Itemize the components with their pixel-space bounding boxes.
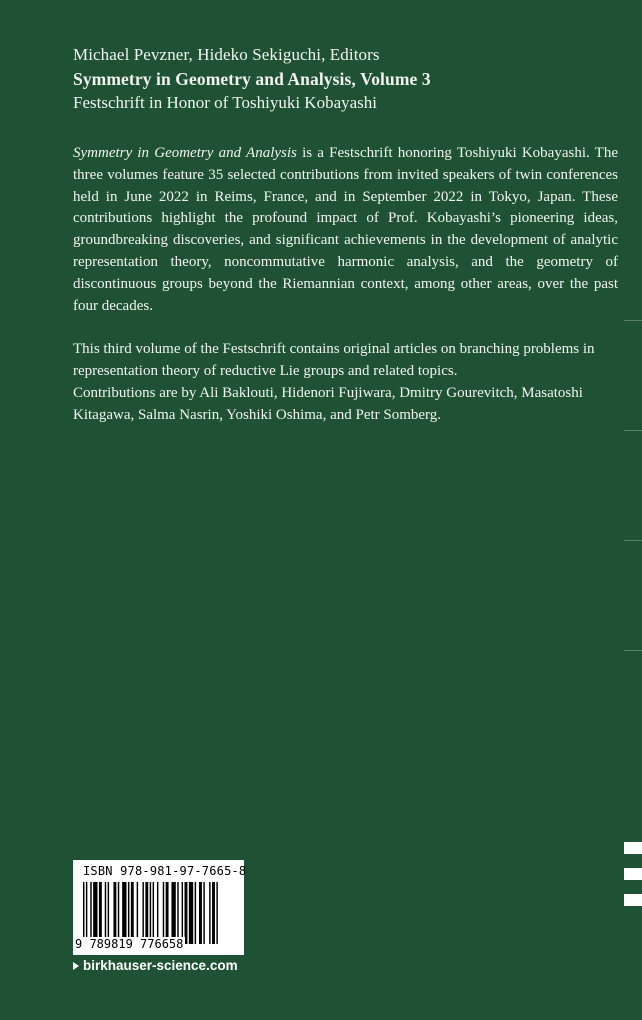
book-title: Symmetry in Geometry and Analysis, Volume 3 — [73, 69, 431, 89]
book-subtitle: Festschrift in Honor of Toshiyuki Kobayashi — [73, 93, 377, 112]
barcode-bar — [137, 882, 138, 944]
isbn-barcode — [73, 860, 247, 955]
barcode-bar — [177, 882, 178, 944]
blurb — [73, 143, 618, 427]
barcode-bar — [108, 882, 109, 944]
edge-tab-mark — [624, 868, 642, 880]
blurb-paragraph-1 — [73, 143, 618, 317]
edge-divider — [624, 650, 642, 651]
barcode-bar — [131, 882, 134, 944]
contributors-line: Contributions are by Ali Baklouti, Hidenori Fujiwara, Dmitry Gourevitch, Masatoshi Kitagawa, Salma Nasrin, Yoshiki Oshima, and Petr Somberg. — [73, 384, 583, 423]
barcode-bar — [150, 882, 151, 944]
barcode-bar — [142, 882, 143, 944]
barcode-bar — [99, 882, 102, 944]
barcode-bar — [83, 882, 84, 944]
barcode-bar — [195, 882, 196, 944]
book-name-italic: Symmetry in Geometry and Analysis — [73, 145, 297, 161]
barcode-bar — [199, 882, 202, 944]
edge-divider — [624, 320, 642, 321]
barcode-digits: 9 789819 776658 — [75, 937, 184, 951]
blurb-paragraph-2: This third volume of the Festschrift contains original articles on branching problems in representation theory of reductive Lie groups and related topics. — [73, 341, 595, 380]
publisher-url: birkhauser-science.com — [83, 958, 238, 973]
barcode-bar — [93, 882, 97, 944]
barcode-bar — [122, 882, 126, 944]
barcode-bar — [145, 882, 148, 944]
editors-line: Michael Pevzner, Hideko Sekiguchi, Editors — [73, 45, 380, 64]
arrow-right-icon — [73, 962, 79, 970]
barcode-bar — [105, 882, 106, 944]
edge-divider — [624, 430, 642, 431]
edge-tab-mark — [624, 894, 642, 906]
barcode-bar — [216, 882, 217, 944]
edge-tab-mark — [624, 842, 642, 854]
barcode-bar — [166, 882, 169, 944]
barcode-bar — [113, 882, 116, 944]
barcode-bar — [212, 882, 215, 944]
barcode-bar — [128, 882, 129, 944]
barcode-bar — [90, 882, 91, 944]
barcode-bar — [86, 882, 87, 944]
barcode-bar — [185, 882, 188, 944]
barcode-bar — [182, 882, 183, 944]
isbn-label: ISBN 978-981-97-7665-8 — [83, 864, 247, 878]
barcode-bar — [203, 882, 204, 944]
cover-header — [73, 43, 613, 115]
barcode-bar — [163, 882, 164, 944]
barcode-bar — [157, 882, 158, 944]
publisher-link[interactable] — [73, 958, 238, 973]
barcode-bar — [209, 882, 210, 944]
barcode-bar — [171, 882, 175, 944]
blurb-paragraph-1-text: is a Festschrift honoring Toshiyuki Kobayashi. The three volumes feature 35 selected contributions from invited speakers of twin conferences held in June 2022 in Reims, France, and in September 2022 in Tokyo, Japan. These contributions highlight the profound impact of Prof. Kobayashi’s pioneering ideas, groundbreaking discoveries, and significant achievements in the development of analytic representation theory, noncommutative harmonic analysis, and the geometry of discontinuous groups beyond the Riemannian context, among other areas, over the past four decades. — [73, 145, 618, 314]
barcode-bar — [189, 882, 193, 944]
edge-divider — [624, 540, 642, 541]
barcode-bar — [118, 882, 119, 944]
barcode-bar — [153, 882, 154, 944]
